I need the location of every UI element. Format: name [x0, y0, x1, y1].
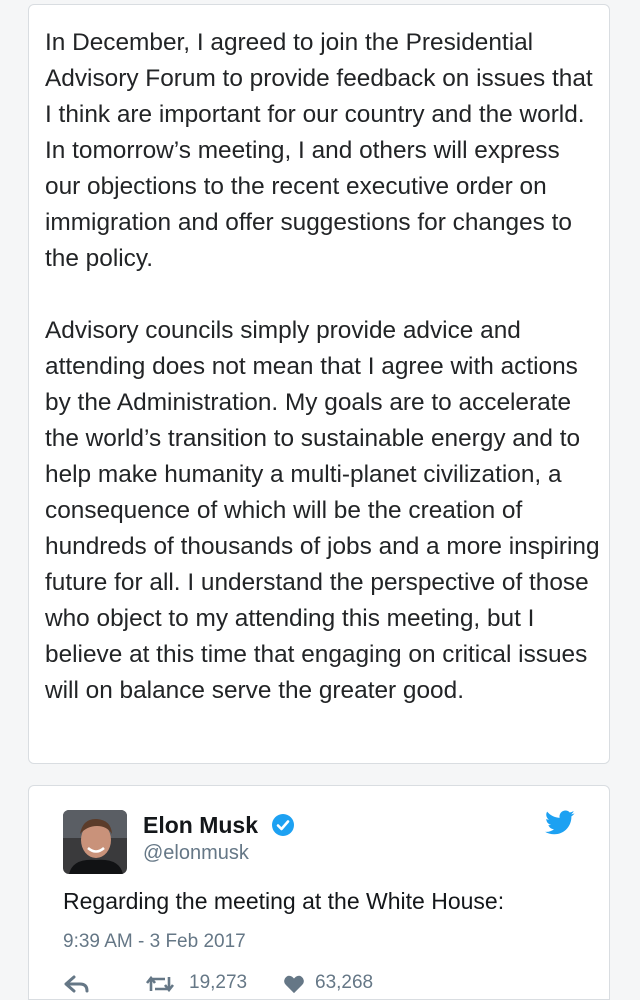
like-icon[interactable] — [283, 974, 305, 994]
verified-badge-icon — [271, 813, 295, 837]
retweet-count: 19,273 — [189, 972, 248, 993]
tweet-card[interactable] — [28, 785, 610, 1000]
reply-icon[interactable] — [63, 972, 91, 996]
tweet-text: Regarding the meeting at the White House: — [63, 888, 505, 914]
avatar-photo — [63, 810, 127, 874]
like-count: 63,268 — [315, 972, 374, 993]
twitter-bird-icon[interactable] — [545, 810, 575, 836]
retweet-icon[interactable] — [145, 972, 175, 996]
statement-paragraph-1: In December, I agreed to join the Presidential Advisory Forum to provide feedback on issues that I think are important for our country and the world. In tomorrow’s meeting, I and others will express our objections to the recent executive order on immigration and offer suggestions for changes to the policy. — [45, 29, 593, 272]
tweet-timestamp[interactable]: 9:39 AM - 3 Feb 2017 — [63, 931, 246, 952]
statement-screenshot — [28, 4, 610, 764]
avatar[interactable] — [63, 810, 127, 874]
statement-text — [45, 25, 601, 709]
statement-paragraph-2: Advisory councils simply provide advice and attending does not mean that I agree with actions by the Administration. My goals are to accelerate the world’s transition to sustainable energy and to help make humanity a multi-planet civilization, a consequence of which will be the creation of hundreds of thousands of jobs and a more inspiring future for all. I understand the perspective of those who object to my attending this meeting, but I believe at this time that engaging on critical issues will on balance serve the greater good. — [45, 317, 600, 704]
author-name[interactable]: Elon Musk — [143, 812, 259, 838]
author-handle[interactable]: @elonmusk — [143, 842, 249, 864]
